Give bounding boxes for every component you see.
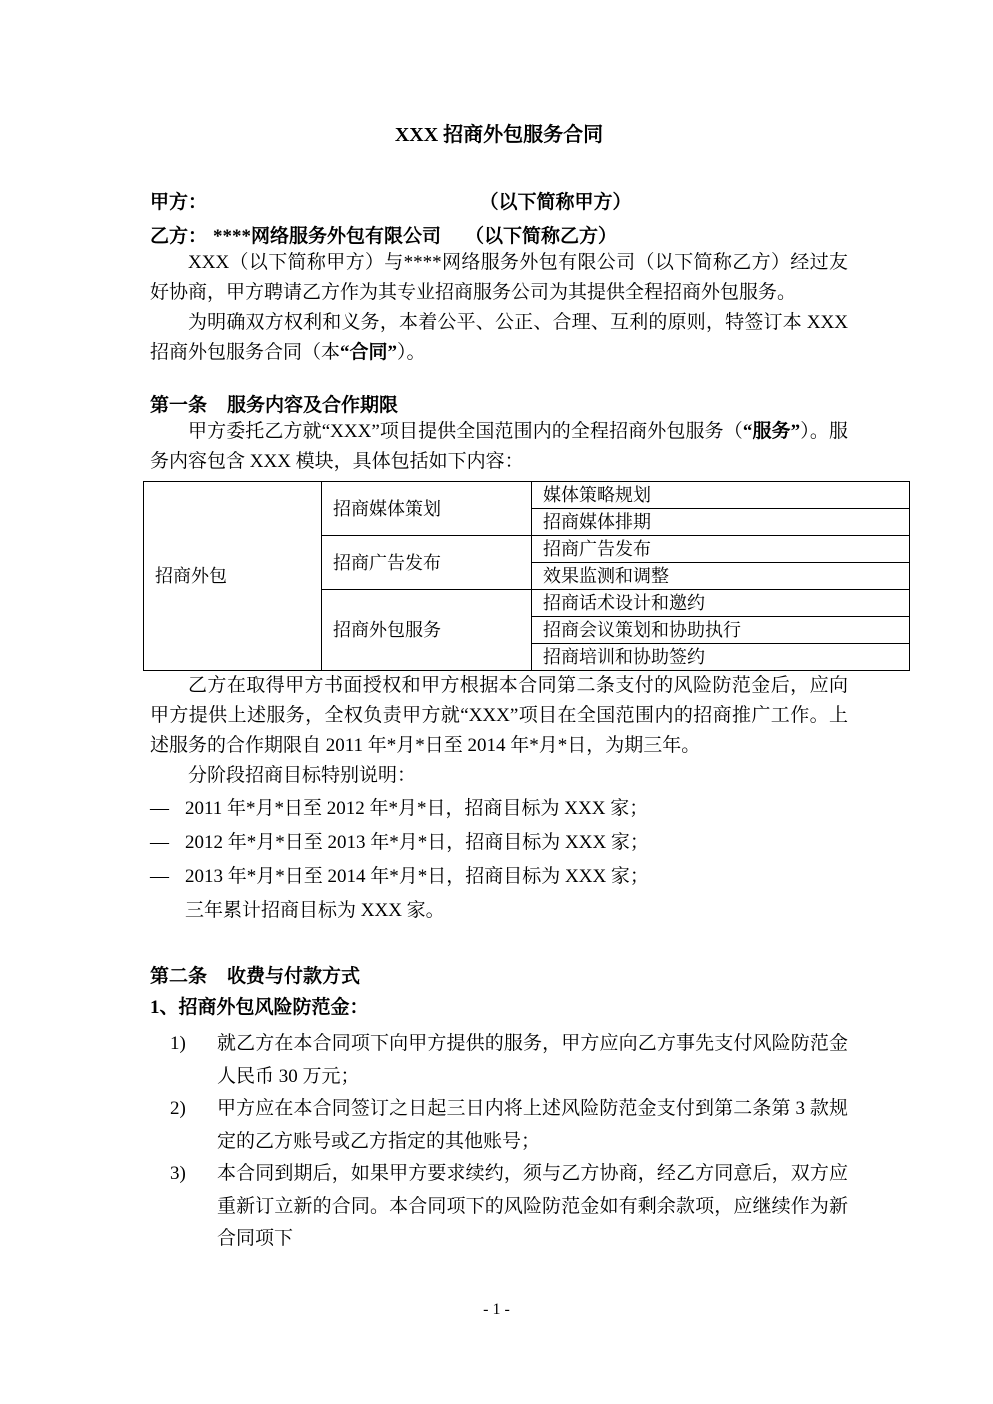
preamble-p2-text: 为明确双方权利和义务，本着公平、公正、合理、互利的原则，特签订本 XXX 招商外包服务合同（本	[150, 312, 848, 363]
article1-intro	[150, 417, 848, 477]
party-a-label: 甲方：	[150, 192, 208, 213]
stage-target-list	[150, 792, 848, 894]
article1-title: 服务内容及合作期限	[227, 395, 399, 416]
table-cell-group-1: 招商媒体策划	[322, 482, 532, 536]
list-item-number: 2)	[170, 1098, 186, 1119]
article1-intro-text: 甲方委托乙方就“XXX”项目提供全国范围内的全程招商外包服务（	[188, 421, 743, 442]
table-cell-item: 招商培训和协助签约	[532, 644, 910, 671]
clause-3-text: 本合同到期后，如果甲方要求续约，须与乙方协商，经乙方同意后，双方应重新订立新的合同。本合同项下的风险防范金如有剩余款项，应继续作为新合同项下	[217, 1163, 848, 1249]
stage-target-note: 分阶段招商目标特别说明：	[188, 765, 417, 786]
clause-2-text: 甲方应在本合同签订之日起三日内将上述风险防范金支付到第二条第 3 款规定的乙方账号或乙方指定的其他账号；	[217, 1098, 848, 1152]
table-cell-item: 招商广告发布	[532, 536, 910, 563]
article1-term-paragraph: 乙方在取得甲方书面授权和甲方根据本合同第二条支付的风险防范金后，应向甲方提供上述服务，全权负责甲方就“XXX”项目在全国范围内的招商推广工作。上述服务的合作期限自 2011 年*月*日至 2014 年*月*日，为期三年。	[150, 675, 848, 756]
list-item	[150, 1093, 848, 1158]
list-item-number: 3)	[170, 1163, 186, 1184]
preamble-p2-bold-term: “合同”	[340, 342, 398, 363]
preamble-paragraph-2	[150, 308, 848, 368]
target-year-3: 2013 年*月*日至 2014 年*月*日，招商目标为 XXX 家；	[185, 866, 649, 887]
article1-intro-text-end: ）。服务内容包含 XXX 模块，具体包括如下内容：	[150, 421, 848, 472]
page-content	[150, 0, 848, 1256]
article2-clause-list	[150, 1028, 848, 1256]
party-b-alias: （以下简称乙方）	[465, 226, 618, 247]
table-cell-root: 招商外包	[144, 482, 322, 671]
article1-number: 第一条	[150, 395, 208, 416]
document-title: XXX 招商外包服务合同	[394, 124, 604, 146]
list-item	[150, 1158, 848, 1256]
clause-1-text: 就乙方在本合同项下向甲方提供的服务，甲方应向乙方事先支付风险防范金人民币 30 万元；	[217, 1033, 848, 1087]
table-cell-item: 招商媒体排期	[532, 509, 910, 536]
list-item	[150, 860, 848, 894]
table-cell-item: 效果监测和调整	[532, 563, 910, 590]
article2-title: 收费与付款方式	[227, 966, 361, 987]
list-item	[150, 826, 848, 860]
party-a-line	[150, 192, 848, 214]
article2-number: 第二条	[150, 966, 208, 987]
total-target-line: 三年累计招商目标为 XXX 家。	[185, 900, 445, 921]
preamble-paragraph-1: XXX（以下简称甲方）与****网络服务外包有限公司（以下简称乙方）经过友好协商，甲方聘请乙方作为其专业招商服务公司为其提供全程招商外包服务。	[150, 252, 848, 303]
party-a-alias: （以下简称甲方）	[489, 192, 632, 213]
party-b-label: 乙方：	[150, 226, 208, 247]
table-row	[144, 482, 910, 509]
list-item	[150, 792, 848, 826]
table-cell-item: 招商话术设计和邀约	[532, 590, 910, 617]
dash-marker: —	[150, 832, 169, 853]
party-b-name: ****网络服务外包有限公司	[213, 226, 442, 247]
table-cell-group-3: 招商外包服务	[322, 590, 532, 671]
article1-heading	[150, 395, 848, 417]
list-item-number: 1)	[170, 1033, 186, 1054]
article2-sub1-heading: 1、招商外包风险防范金：	[150, 997, 369, 1018]
dash-marker: —	[150, 798, 169, 819]
article2-heading	[150, 966, 848, 988]
target-year-2: 2012 年*月*日至 2013 年*月*日，招商目标为 XXX 家；	[185, 832, 649, 853]
target-year-1: 2011 年*月*日至 2012 年*月*日，招商目标为 XXX 家；	[185, 798, 649, 819]
table-cell-item: 媒体策略规划	[532, 482, 910, 509]
dash-marker: —	[150, 866, 169, 887]
article1-intro-bold-term: “服务”	[742, 421, 801, 442]
preamble-p2-text-end: ）。	[397, 342, 426, 363]
page-number: - 1 -	[483, 1301, 510, 1318]
table-cell-group-2: 招商广告发布	[322, 536, 532, 590]
service-scope-table	[143, 481, 910, 671]
table-cell-item: 招商会议策划和协助执行	[532, 617, 910, 644]
party-b-line	[150, 226, 848, 248]
list-item	[150, 1028, 848, 1093]
